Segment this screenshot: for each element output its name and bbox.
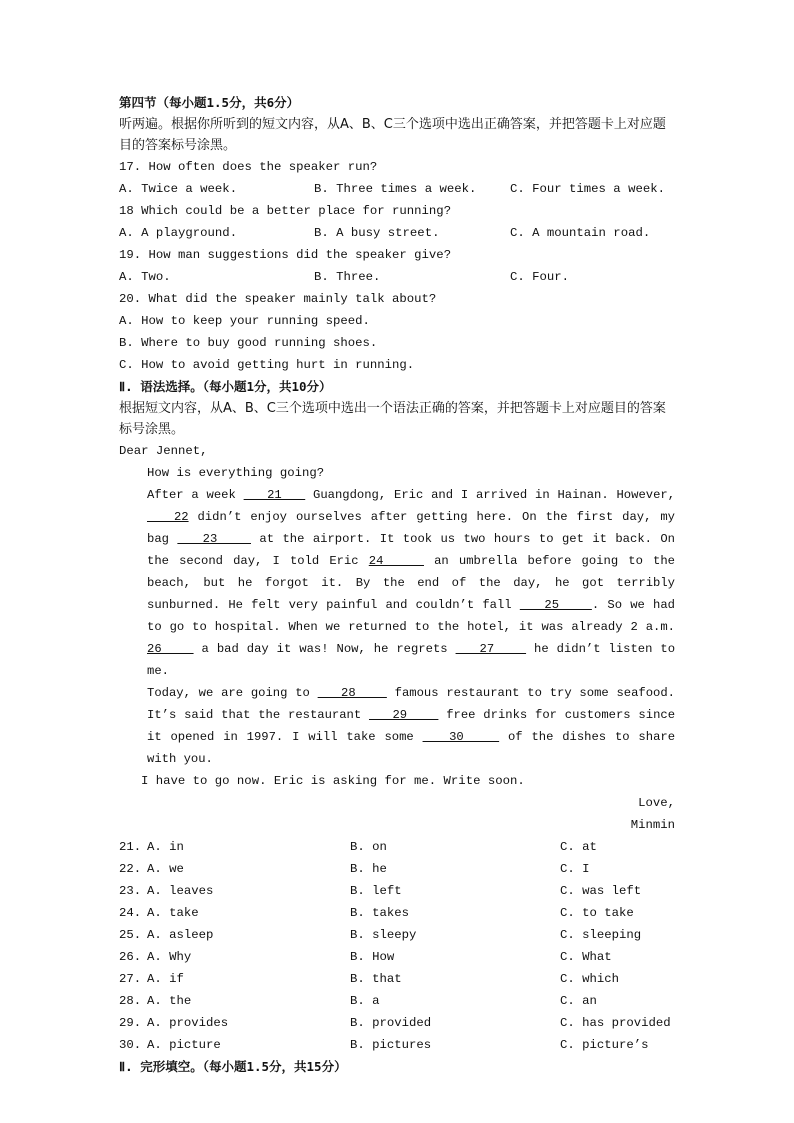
option-b: B. Three times a week. (314, 182, 477, 196)
question-number: 27. (119, 972, 142, 986)
option-a: A. Twice a week. (119, 182, 238, 196)
option-c: C. sleeping (560, 928, 642, 942)
letter-opening: How is everything going? (147, 466, 325, 480)
option-a: A. asleep (147, 928, 214, 942)
question-number: 24. (119, 906, 142, 920)
answer-row (119, 990, 675, 1012)
question-17: 17. How often does the speaker run? (119, 160, 378, 174)
blank-29: 29 (368, 708, 439, 722)
text: After a week (147, 488, 244, 502)
option-b: B. that (350, 972, 402, 986)
question-number: 26. (119, 950, 142, 964)
question-number: 22. (119, 862, 142, 876)
option-b: B. Three. (314, 270, 381, 284)
blank-28: 28 (317, 686, 387, 700)
blank-25: 25 (519, 598, 592, 612)
answer-row (119, 858, 675, 880)
answer-row (119, 946, 675, 968)
answer-row (119, 902, 675, 924)
text: an umbrella before going to the beach, but he forgot it. By the end of the day, he got terribly sunburned. He felt very painful and couldn’t fall (147, 554, 675, 612)
text: free drinks for customers since it opened in 1997. I will take some (147, 708, 676, 744)
blank-21: 21 (243, 488, 306, 502)
grammar-heading: Ⅱ. 语法选择。（每小题1分，共10分） (119, 379, 332, 394)
answer-row (119, 1034, 675, 1056)
blank-23: 23 (177, 532, 251, 546)
text: he didn’t listen to me. (147, 642, 676, 678)
grammar-instruction: 根据短文内容，从A、B、C三个选项中选出一个语法正确的答案，并把答题卡上对应题目的答案标号涂黑。 (119, 401, 666, 437)
blank-22: 22 (147, 510, 189, 524)
option-b: B. takes (350, 906, 410, 920)
option-a: A. Two. (119, 270, 171, 284)
answer-row (119, 968, 675, 990)
section4-instruction: 听两遍。根据你所听到的短文内容，从A、B、C三个选项中选出正确答案，并把答题卡上对应题目的答案标号涂黑。 (119, 117, 666, 153)
option-c: C. which (560, 972, 620, 986)
options-17 (119, 178, 675, 200)
blank-26: 26 (147, 642, 194, 656)
letter-paragraph-2 (119, 682, 675, 770)
option-20a: A. How to keep your running speed. (119, 314, 370, 328)
text: famous restaurant to try some seafood. It’s said that the restaurant (147, 686, 675, 722)
option-b: B. provided (350, 1016, 432, 1030)
answer-row (119, 836, 675, 858)
option-a: A. Why (147, 950, 192, 964)
blank-24: 24 (368, 554, 424, 568)
option-a: A. A playground. (119, 226, 238, 240)
text: . So we had to go to hospital. When we returned to the hotel, it was already 2 a.m. (147, 598, 675, 634)
option-a: A. in (147, 840, 184, 854)
option-c: C. has provided (560, 1016, 671, 1030)
question-number: 25. (119, 928, 142, 942)
answer-row (119, 1012, 675, 1034)
blank-30: 30 (422, 730, 500, 744)
option-c: C. A mountain road. (510, 226, 651, 240)
option-b: B. sleepy (350, 928, 417, 942)
exam-page (119, 92, 675, 1078)
option-a: A. the (147, 994, 192, 1008)
option-20b: B. Where to buy good running shoes. (119, 336, 378, 350)
option-c: C. at (560, 840, 597, 854)
letter-paragraph-1 (119, 484, 675, 682)
question-number: 21. (119, 840, 142, 854)
option-b: B. a (350, 994, 380, 1008)
option-b: B. he (350, 862, 387, 876)
letter-salutation: Dear Jennet, (119, 444, 208, 458)
option-c: C. was left (560, 884, 642, 898)
section4-heading: 第四节（每小题1.5分，共6分） (119, 95, 300, 110)
answer-row (119, 924, 675, 946)
option-c: C. I (560, 862, 590, 876)
text: a bad day it was! Now, he regrets (193, 642, 456, 656)
option-c: C. to take (560, 906, 634, 920)
option-a: A. take (147, 906, 199, 920)
letter-paragraph-3: I have to go now. Eric is asking for me. Write soon. (141, 774, 525, 788)
option-a: A. if (147, 972, 184, 986)
option-c: C. Four times a week. (510, 182, 665, 196)
option-a: A. provides (147, 1016, 229, 1030)
question-number: 28. (119, 994, 142, 1008)
letter-closing: Love, (638, 796, 675, 810)
options-18 (119, 222, 675, 244)
question-number: 29. (119, 1016, 142, 1030)
question-number: 30. (119, 1038, 142, 1052)
question-number: 23. (119, 884, 142, 898)
option-b: B. How (350, 950, 395, 964)
option-b: B. left (350, 884, 402, 898)
options-19 (119, 266, 675, 288)
text: didn’t enjoy ourselves after getting here. On the first day, my bag (147, 510, 675, 546)
option-c: C. What (560, 950, 612, 964)
question-18: 18 Which could be a better place for running? (119, 204, 452, 218)
option-b: B. A busy street. (314, 226, 440, 240)
option-a: A. we (147, 862, 184, 876)
text: Today, we are going to (147, 686, 318, 700)
option-a: A. picture (147, 1038, 221, 1052)
option-a: A. leaves (147, 884, 214, 898)
option-c: C. picture’s (560, 1038, 649, 1052)
answer-options-list (119, 836, 675, 1056)
blank-27: 27 (455, 642, 527, 656)
text: Guangdong, Eric and I arrived in Hainan. However, (305, 488, 676, 502)
option-b: B. on (350, 840, 387, 854)
cloze-heading: Ⅱ. 完形填空。（每小题1.5分，共15分） (119, 1059, 347, 1074)
answer-row (119, 880, 675, 902)
text: at the airport. It took us two hours to get it back. On the second day, I told Eric (147, 532, 675, 568)
option-b: B. pictures (350, 1038, 432, 1052)
option-c: C. Four. (510, 270, 570, 284)
question-20: 20. What did the speaker mainly talk about? (119, 292, 437, 306)
question-19: 19. How man suggestions did the speaker give? (119, 248, 452, 262)
option-20c: C. How to avoid getting hurt in running. (119, 358, 415, 372)
text: of the dishes to share with you. (147, 730, 676, 766)
letter-signature: Minmin (630, 818, 675, 832)
option-c: C. an (560, 994, 597, 1008)
